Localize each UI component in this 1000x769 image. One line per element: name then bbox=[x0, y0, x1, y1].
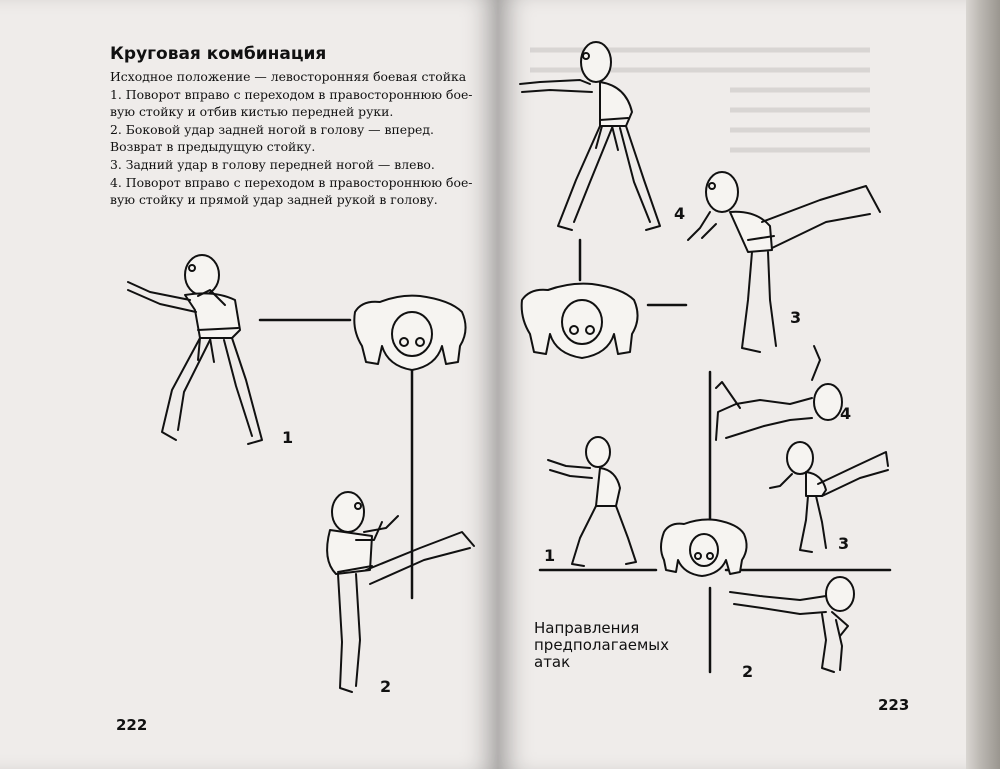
fighter-kick-figure-2b bbox=[730, 577, 854, 672]
page-number-right: 223 bbox=[878, 696, 910, 714]
text-line: вую стойку и прямой удар задней рукой в голову. bbox=[110, 192, 438, 208]
fighter-kick-figure-2 bbox=[327, 492, 474, 692]
caption-line: атак bbox=[534, 653, 571, 671]
text-line: Возврат в предыдущую стойку. bbox=[110, 139, 316, 155]
page-number-left: 222 bbox=[116, 716, 148, 734]
text-line: Исходное положение — левосторонняя боевая стойка bbox=[110, 69, 467, 84]
fighter-lean-figure-4 bbox=[716, 346, 842, 440]
figure-label: 4 bbox=[840, 404, 852, 423]
figure-label: 3 bbox=[790, 308, 802, 327]
fighter-kick-figure-3 bbox=[688, 172, 880, 352]
figure-label: 3 bbox=[838, 534, 850, 553]
text-line: вую стойку и отбив кистью передней руки. bbox=[110, 104, 394, 120]
figure-label: 1 bbox=[544, 546, 556, 565]
caption-line: Направления bbox=[534, 619, 640, 637]
caption-line: предполагаемых bbox=[534, 636, 670, 654]
figure-label: 1 bbox=[282, 428, 294, 447]
text-line: 4. Поворот вправо с переходом в правостороннюю бое- bbox=[110, 174, 473, 190]
fighter-kick-figure-3b bbox=[770, 442, 888, 552]
fighter-punch-figure-4 bbox=[520, 42, 660, 230]
fighter-stance-figure-1b bbox=[548, 437, 636, 566]
top-view-figure-right bbox=[522, 284, 638, 358]
section-title: Круговая комбинация bbox=[110, 44, 327, 64]
fighter-stance-figure-1 bbox=[128, 255, 262, 444]
figure-label: 2 bbox=[380, 677, 392, 696]
text-line: 3. Задний удар в голову передней ногой — влево. bbox=[110, 156, 435, 172]
attack-directions-caption bbox=[534, 620, 669, 671]
text-line: 1. Поворот вправо с переходом в правостороннюю бое- bbox=[110, 86, 473, 102]
figure-label: 2 bbox=[742, 662, 754, 681]
top-view-figure bbox=[354, 296, 465, 370]
top-view-figure-small bbox=[661, 520, 747, 577]
text-line: 2. Боковой удар задней ногой в голову — вперед. bbox=[110, 121, 434, 137]
figure-label: 4 bbox=[674, 204, 686, 223]
